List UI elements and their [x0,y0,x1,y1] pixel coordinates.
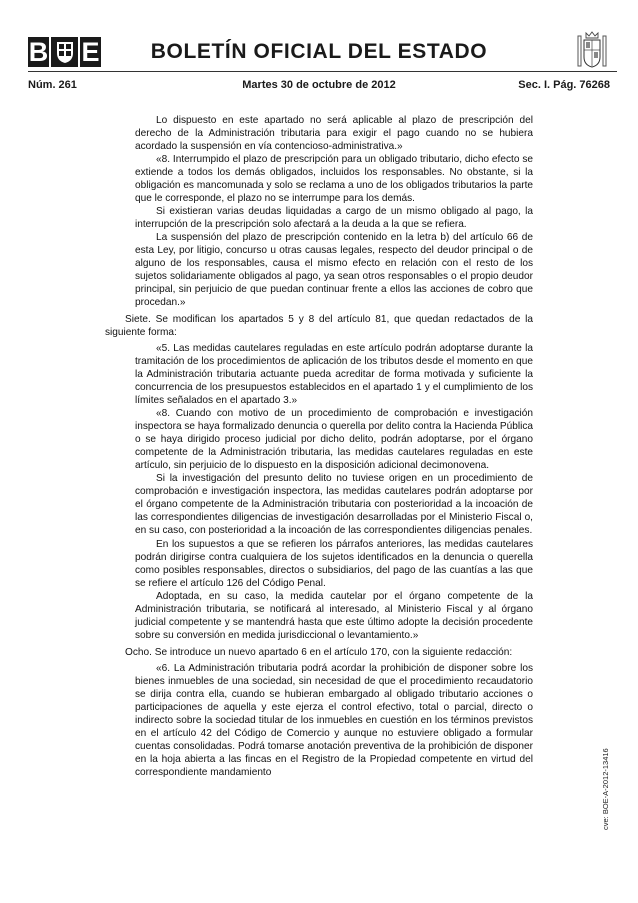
quoted-paragraph: «8. Cuando con motivo de un procedimiento de comprobación e investigación inspectora se haya formalizado denuncia o querella por delito contra la Hacienda Pública o se haya dirigido proceso judicial por dicho delito, podrán adoptarse, por el órgano competente de la Administración tributaria, las medidas cautelares reguladas en este artículo, sin perjuicio de lo dispuesto en la disposición adicional decimonovena. [135,408,533,472]
cve-identifier: cve: BOE-A-2012-13416 [601,748,610,830]
quoted-paragraph: «5. Las medidas cautelares reguladas en este artículo podrán adoptarse durante la tramitación de los procedimientos de aplicación de los tributos desde el momento en que la Administración tributaria actuante pueda acreditar de forma motivada y suficiente la concurrencia de los presupuestos establecidos en el apartado 1 y el cumplimiento de los límites señalados en el apartado 3.» [135,343,533,407]
quoted-paragraph: En los supuestos a que se refieren los párrafos anteriores, las medidas cautelares podrán dirigirse contra cualquiera de los sujetos identificados en la denuncia o querella como posibles responsables, directos o subsidiarios, del pago de las cuantías a las que se refiere el artículo 126 del Código Penal. [135,538,533,589]
quoted-paragraph: «6. La Administración tributaria podrá acordar la prohibición de disponer sobre los bienes inmuebles de una sociedad, sin necesidad de que el procedimiento recaudatorio se dirija contra ella, cuando se hubieran embargado al obligado tributario acciones o participaciones de aquella y este ejerza el control efectivo, total o parcial, directo o indirecto sobre la sociedad titular de los inmuebles en cuestión en los términos previstos en el artículo 42 del Código de Comercio y aunque no estuviere obligado a formular cuentas consolidadas. Podrá tomarse anotación preventiva de la prohibición de disponer en la hoja abierta a las fincas en el Registro de la Propiedad competente en virtud del correspondiente mandamiento [135,662,533,778]
quoted-paragraph: Si la investigación del presunto delito no tuviese origen en un procedimiento de comprobación e investigación inspectora, las medidas cautelares podrán adoptarse por el órgano competente de la Administración tributaria con posterioridad a la incoación de las correspondientes diligencias de investigación desarrolladas por el Ministerio Fiscal o, en su caso, con posterioridad a la incoación de las correspondientes diligencias penales. [135,473,533,537]
quoted-paragraph: Adoptada, en su caso, la medida cautelar por el órgano competente de la Administración tributaria, se notificará al interesado, al Ministerio Fiscal y al órgano judicial competente y se mantendrá hasta que este último adopte la decisión procedente sobre su conversión en medida jurisdiccional o levantamiento.» [135,590,533,641]
issue-number: Núm. 261 [28,79,77,91]
logo-letter-b: B [28,37,49,67]
quoted-paragraph: La suspensión del plazo de prescripción contenido en la letra b) del artículo 66 de esta Ley, por litigio, concurso u otras causas legales, respecto del deudor principal o de alguno de los responsables, causa el mismo efecto en relación con el resto de los sujetos solidariamente obligados al pago, ya sean otros responsables o el propio deudor principal, sin perjuicio de que puedan continuar frente a ellos las acciones de cobro que procedan.» [135,232,533,309]
page-body [105,114,533,779]
quoted-paragraph: Si existieran varias deudas liquidadas a cargo de un mismo obligado al pago, la interrupción de la prescripción solo afectará a la deuda a la que se refiera. [135,206,533,231]
amendment-paragraph: Siete. Se modifican los apartados 5 y 8 del artículo 81, que quedan redactados de la siguiente forma: [105,314,533,339]
logo-letter-e: E [81,37,100,67]
issue-date: Martes 30 de octubre de 2012 [242,79,396,91]
gazette-title: BOLETÍN OFICIAL DEL ESTADO [150,40,488,63]
quoted-paragraph: Lo dispuesto en este apartado no será aplicable al plazo de prescripción del derecho de la Administración tributaria para exigir el pago cuando no se hubiera acordado la suspensión en vía contencioso-administrativa.» [135,115,533,153]
amendment-paragraph: Ocho. Se introduce un nuevo apartado 6 en el artículo 170, con la siguiente redacción: [125,646,513,658]
quoted-paragraph: «8. Interrumpido el plazo de prescripción para un obligado tributario, dicho efecto se extiende a todos los demás obligados, incluidos los responsables. No obstante, si la obligación es mancomunada y solo se reclama a uno de los obligados tributarios la parte que le corresponde, el plazo no se interrumpe para los demás. [135,154,533,205]
header-rule [28,71,617,72]
section-page: Sec. I. Pág. 76268 [518,79,610,91]
spain-coat-of-arms-icon [577,30,607,72]
